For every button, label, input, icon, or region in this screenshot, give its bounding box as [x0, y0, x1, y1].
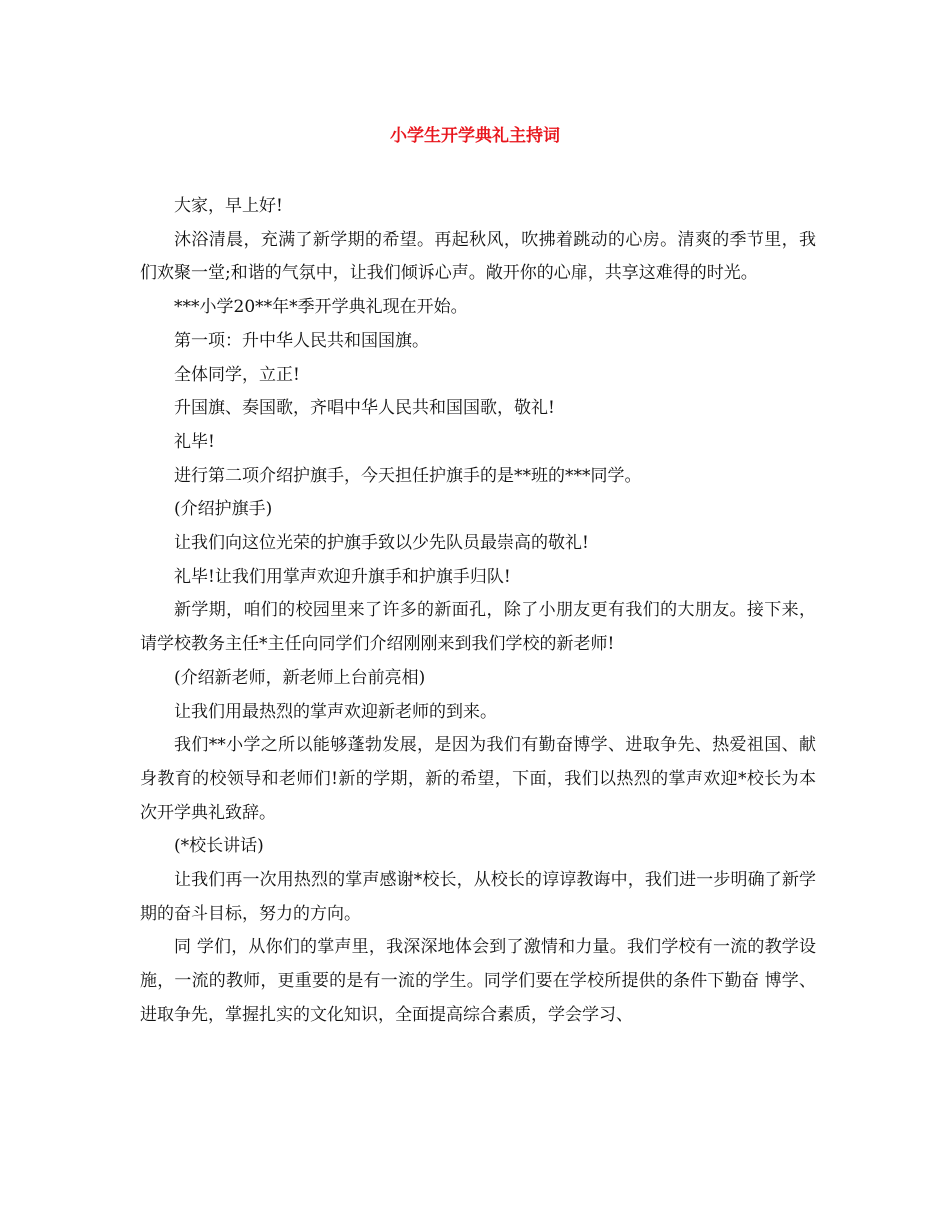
paragraph-item-two: 进行第二项介绍护旗手，今天担任护旗手的是**班的***同学。: [174, 465, 642, 486]
paragraph-return: 礼毕!让我们用掌声欢迎升旗手和护旗手归队!: [174, 566, 511, 587]
document-body: [140, 190, 816, 1033]
paragraph-welcome-teachers: 让我们用最热烈的掌声欢迎新老师的到来。: [174, 701, 497, 722]
paragraph-opening: 沐浴清晨，充满了新学期的希望。再起秋风，吹拂着跳动的心房。清爽的季节里，我们欢聚一堂;和谐的气氛中，让我们倾诉心声。敞开你的心扉，共享这难得的时光。: [140, 229, 816, 284]
paragraph-anthem: 升国旗、奏国歌，齐唱中华人民共和国国歌，敬礼!: [174, 398, 555, 419]
paragraph-school-development: 我们**小学之所以能够蓬勃发展，是因为我们有勤奋博学、进取争先、热爱祖国、献身教育的校领导和老师们!新的学期，新的希望，下面，我们以热烈的掌声欢迎*校长为本次开学典礼致辞。: [140, 735, 816, 823]
paragraph-ceremony-start: ***小学20**年*季开学典礼现在开始。: [174, 297, 468, 318]
paragraph-new-teachers-note: (介绍新老师，新老师上台前亮相): [174, 667, 426, 688]
paragraph-new-teachers: 新学期，咱们的校园里来了许多的新面孔，除了小朋友更有我们的大朋友。接下来，请学校教务主任*主任向同学们介绍刚刚来到我们学校的新老师!: [140, 600, 816, 655]
paragraph-thanks-principal: 让我们再一次用热烈的掌声感谢*校长，从校长的谆谆教诲中，我们进一步明确了新学期的奋斗目标，努力的方向。: [140, 870, 816, 924]
paragraph-salute-end: 礼毕!: [174, 431, 215, 452]
paragraph-salute: 让我们向这位光荣的护旗手致以少先队员最崇高的敬礼!: [174, 533, 589, 554]
paragraph-principal-note: (*校长讲话): [174, 836, 264, 857]
paragraph-flag-guard-note: (介绍护旗手): [174, 499, 273, 520]
paragraph-students: 同 学们，从你们的掌声里，我深深地体会到了激情和力量。我们学校有一流的教学设施，一流的教师，更重要的是有一流的学生。同学们要在学校所提供的条件下勤奋 博学、进取争先，掌握扎实的文化知识，全面提高综合素质，学会学习、: [140, 937, 816, 1025]
paragraph-greeting: 大家，早上好!: [174, 196, 283, 216]
document-title: 小学生开学典礼主持词: [390, 126, 560, 146]
paragraph-attention: 全体同学，立正!: [174, 364, 300, 385]
paragraph-item-one: 第一项：升中华人民共和国国旗。: [174, 330, 429, 351]
